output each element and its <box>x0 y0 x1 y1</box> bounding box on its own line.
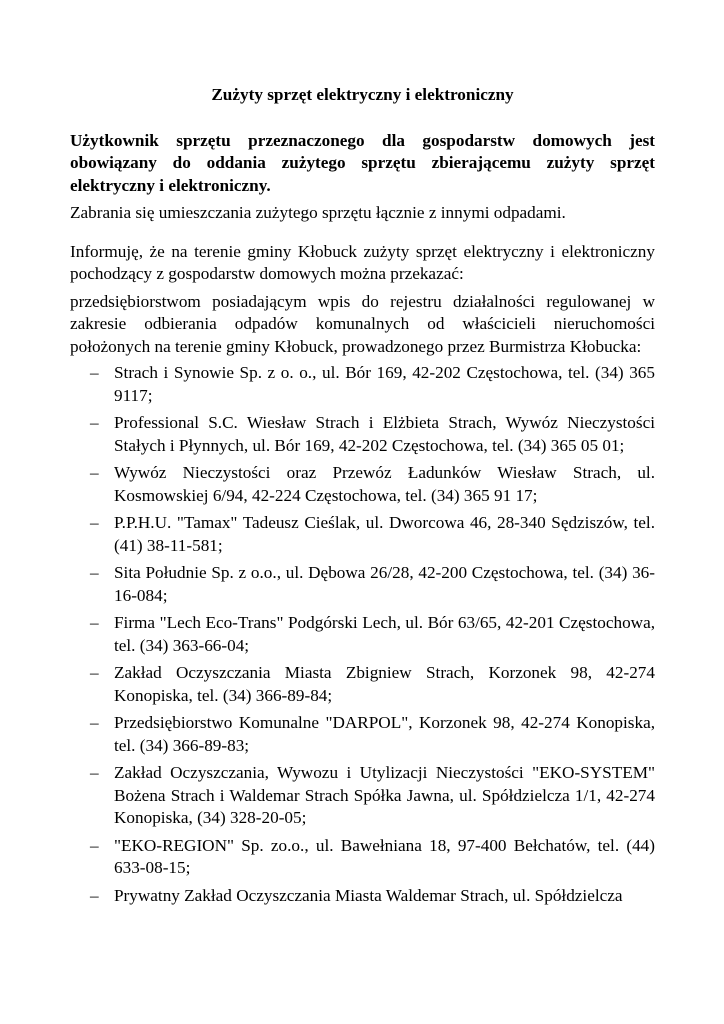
dash-bullet-icon: – <box>90 563 99 582</box>
company-entry: Strach i Synowie Sp. z o. o., ul. Bór 169, 42-202 Częstochowa, tel. (34) 365 9117; <box>114 363 655 405</box>
dash-bullet-icon: – <box>90 885 99 905</box>
company-entry: Zakład Oczyszczania Miasta Zbigniew Strach, Korzonek 98, 42-274 Konopiska, tel. (34) 366-89-84; <box>114 663 655 705</box>
list-item <box>70 662 655 707</box>
list-item <box>70 562 655 607</box>
company-entry: Sita Południe Sp. z o.o., ul. Dębowa 26/28, 42-200 Częstochowa, tel. (34) 36-16-084; <box>114 563 655 605</box>
list-item <box>70 885 655 908</box>
dash-bullet-icon: – <box>90 663 99 682</box>
list-item <box>70 512 655 557</box>
company-entry: P.P.H.U. "Tamax" Tadeusz Cieślak, ul. Dworcowa 46, 28-340 Sędziszów, tel. (41) 38-11-581; <box>114 513 655 555</box>
company-entry: Prywatny Zakład Oczyszczania Miasta Waldemar Strach, ul. Spółdzielcza <box>114 885 623 905</box>
obligation-paragraph: Użytkownik sprzętu przeznaczonego dla gospodarstw domowych jest obowiązany do oddania zużytego sprzętu zbierającemu zużyty sprzęt elektryczny i elektroniczny. <box>70 130 655 195</box>
list-item <box>70 612 655 657</box>
list-item <box>70 362 655 407</box>
company-entry: Firma "Lech Eco-Trans" Podgórski Lech, ul. Bór 63/65, 42-201 Częstochowa, tel. (34) 363-66-04; <box>114 613 655 655</box>
company-list <box>70 362 655 907</box>
dash-bullet-icon: – <box>90 713 99 732</box>
document-title: Zużyty sprzęt elektryczny i elektroniczny <box>211 85 514 104</box>
company-entry: Przedsiębiorstwo Komunalne "DARPOL", Korzonek 98, 42-274 Konopiska, tel. (34) 366-89-83; <box>114 713 655 755</box>
list-item <box>70 835 655 880</box>
list-item <box>70 762 655 830</box>
company-entry: Professional S.C. Wiesław Strach i Elżbieta Strach, Wywóz Nieczystości Stałych i Płynnych, ul. Bór 169, 42-202 Częstochowa, tel. (34) 365 05 01; <box>114 413 655 455</box>
dash-bullet-icon: – <box>90 463 99 482</box>
dash-bullet-icon: – <box>90 763 99 782</box>
list-item <box>70 712 655 757</box>
info-paragraph: Informuję, że na terenie gminy Kłobuck zużyty sprzęt elektryczny i elektroniczny pochodzący z gospodarstw domowych można przekazać: <box>70 241 655 283</box>
company-entry: Wywóz Nieczystości oraz Przewóz Ładunków Wiesław Strach, ul. Kosmowskiej 6/94, 42-224 Częstochowa, tel. (34) 365 91 17; <box>114 463 655 505</box>
list-item <box>70 412 655 457</box>
company-entry: Zakład Oczyszczania, Wywozu i Utylizacji Nieczystości "EKO-SYSTEM" Bożena Strach i Waldemar Strach Spółka Jawna, ul. Spółdzielcza 1/1, 42-274 Konopiska, (34) 328-20-05; <box>114 763 655 827</box>
dash-bullet-icon: – <box>90 413 99 432</box>
prohibition-paragraph: Zabrania się umieszczania zużytego sprzętu łącznie z innymi odpadami. <box>70 203 566 222</box>
company-entry: "EKO-REGION" Sp. zo.o., ul. Bawełniana 18, 97-400 Bełchatów, tel. (44) 633-08-15; <box>114 835 655 877</box>
dash-bullet-icon: – <box>90 835 99 855</box>
document-page <box>70 84 655 912</box>
dash-bullet-icon: – <box>90 513 99 532</box>
dash-bullet-icon: – <box>90 613 99 632</box>
list-item <box>70 462 655 507</box>
intro-paragraph: przedsiębiorstwom posiadającym wpis do rejestru działalności regulowanej w zakresie odbierania odpadów komunalnych od właścicieli nieruchomości położonych na terenie gminy Kłobuck, prowadzonego przez Burmistrza Kłobucka: <box>70 291 655 356</box>
dash-bullet-icon: – <box>90 363 99 382</box>
